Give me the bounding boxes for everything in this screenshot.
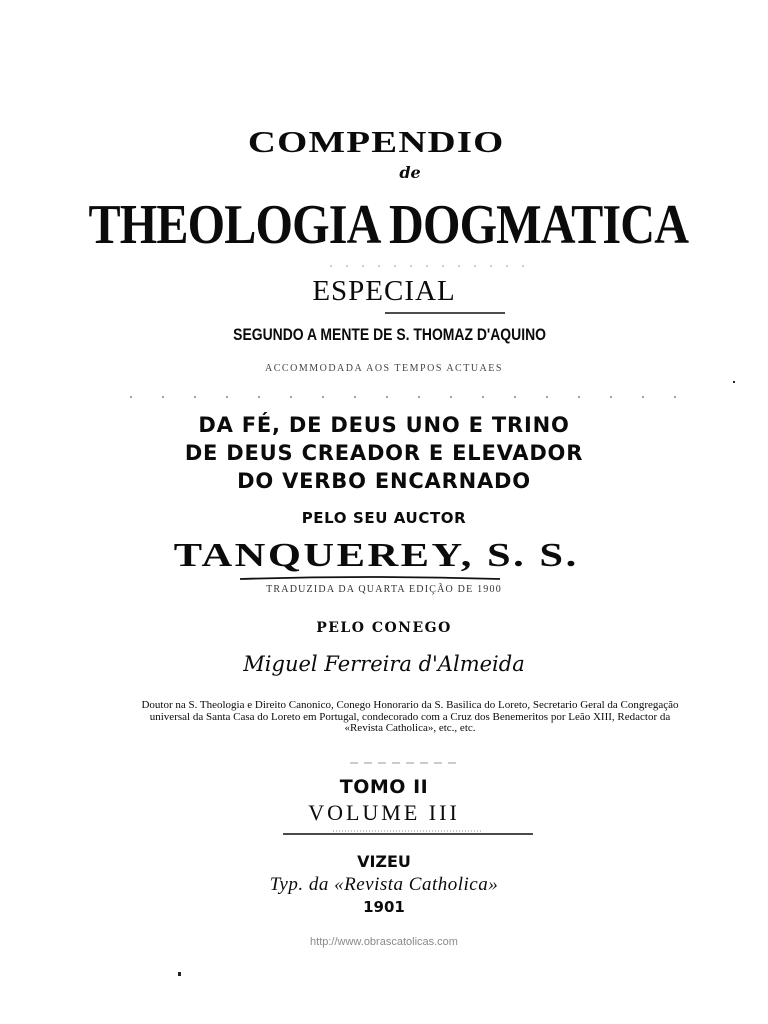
author-name: TANQUEREY, S. S. [173,537,579,574]
ornament-rule [385,310,505,316]
main-title: THEOLOGIA DOGMATICA [88,194,689,256]
compendio-heading: COMPENDIO [247,124,505,159]
scan-speck [178,972,181,976]
ornament-rule [283,830,533,838]
scan-speck [733,381,735,383]
pelo-conego: PELO CONEGO [316,620,452,636]
city: VIZEU [357,852,411,871]
subject-line: DO VERBO ENCARNADO [237,469,531,493]
segundo-line: SEGUNDO A MENTE DE S. THOMAZ D'AQUINO [233,325,546,344]
dotted-divider [330,263,530,269]
dotted-divider [350,760,460,766]
dotted-divider [130,393,690,401]
traduzida-line: TRADUZIDA DA QUARTA EDIÇÃO DE 1900 [266,584,502,595]
translator-name: Miguel Ferreira d'Almeida [243,652,525,676]
tomo-label: TOMO II [339,776,429,798]
printer: Typ. da «Revista Catholica» [269,874,499,895]
accommodada-line: ACCOMMODADA AOS TEMPOS ACTUAES [265,363,503,374]
translator-credentials: Doutor na S. Theologia e Direito Canonico, Conego Honorario da S. Basilica do Loreto, Secretario Geral da Congregação universal da Santa Casa do Loreto em Portugal, condecorado com a Cruz dos Benemeritos por Leão XIII, Redactor da «Revista Catholica», etc., etc. [141,699,679,734]
subject-line: DE DEUS CREADOR E ELEVADOR [184,441,584,465]
ornament-rule [240,575,500,583]
publication-year: 1901 [363,898,405,916]
especial-subtitle: ESPECIAL [312,275,456,307]
de-connector: de [399,163,421,182]
watermark-url: http://www.obrascatolicas.com [310,936,458,948]
volume-label: VOLUME III [308,800,460,825]
pelo-seu-auctor: PELO SEU AUCTOR [301,509,467,527]
subject-line: DA FÉ, DE DEUS UNO E TRINO [198,413,570,437]
